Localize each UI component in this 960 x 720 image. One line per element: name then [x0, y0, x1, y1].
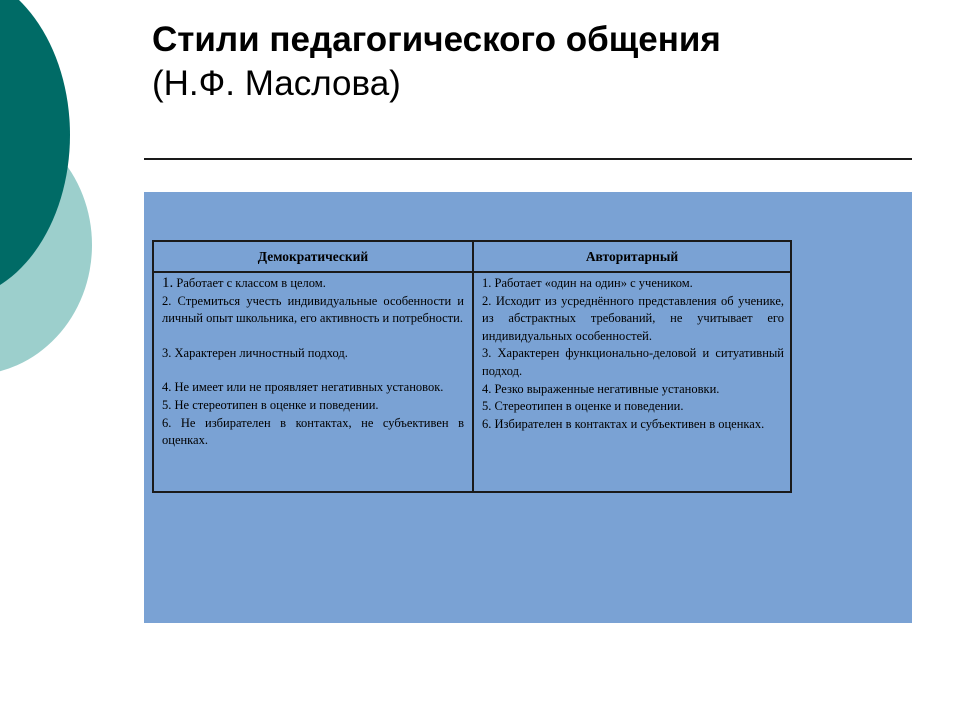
democratic-item-6: 6. Не избирателен в контактах, не субъективен в оценках. [162, 415, 464, 448]
column-divider [472, 271, 474, 491]
democratic-item-1-number: 1. [162, 275, 174, 291]
democratic-item-4: 4. Не имеет или не проявляет негативных установок. [162, 380, 444, 395]
comparison-table [152, 240, 792, 493]
title-line-1: Стили педагогического общения [152, 20, 721, 59]
authoritarian-item-1: 1. Работает «один на один» с учеником. [482, 276, 693, 290]
slide-title [152, 18, 721, 106]
header-democratic: Демократический [154, 242, 474, 272]
democratic-item-5: 5. Не стереотипен в оценке и поведении. [162, 397, 379, 412]
authoritarian-item-3: 3. Характерен функционально-деловой и ситуативный подход. [482, 346, 784, 378]
authoritarian-item-2: 2. Исходит из усреднённого представления об ученике, из абстрактных требований, не учитывает его индивидуальных особенностей. [482, 293, 784, 343]
title-divider [144, 158, 912, 160]
democratic-item-1 [162, 275, 464, 293]
authoritarian-item-6: 6. Избирателен в контактах и субъективен в оценках. [482, 416, 765, 431]
democratic-column [162, 275, 464, 450]
democratic-item-3: 3. Характерен личностный подход. [162, 345, 348, 360]
authoritarian-item-5: 5. Стереотипен в оценке и поведении. [482, 399, 684, 414]
authoritarian-column [482, 275, 784, 433]
democratic-item-2: 2. Стремиться учесть индивидуальные особенности и личный опыт школьника, его активность и потребности. [162, 293, 464, 326]
title-line-2: (Н.Ф. Маслова) [152, 64, 401, 103]
authoritarian-item-4: 4. Резко выраженные негативные установки. [482, 381, 720, 396]
header-authoritarian: Авторитарный [585, 249, 679, 264]
democratic-item-1-text: Работает с классом в целом. [176, 276, 326, 290]
